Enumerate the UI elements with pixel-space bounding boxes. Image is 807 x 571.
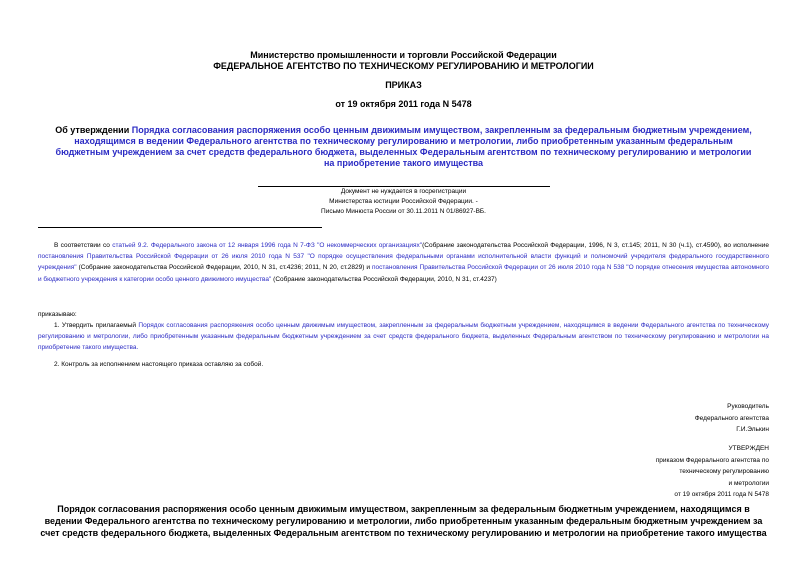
law-link[interactable]: статьей 9.2. Федерального закона от 12 января 1996 года N 7-ФЗ "О некоммерческих организациях" (112, 242, 423, 249)
document-date: от 19 октября 2011 года N 5478 (335, 99, 472, 109)
resolution-538-link[interactable]: постановления Правительства Российской Федерации от 26 июля 2010 года N 538 "О порядке отнесения имущества автономного и бюджетного учреждения к категории особо ценного движимого имущества" (38, 264, 770, 283)
signature-block (695, 401, 769, 436)
preamble-text-1: В соответствии со (54, 242, 110, 249)
agency-name: ФЕДЕРАЛЬНОЕ АГЕНТСТВО ПО ТЕХНИЧЕСКОМУ РЕГУЛИРОВАНИЮ И МЕТРОЛОГИИ (213, 61, 594, 71)
signer-role: Руководитель (727, 403, 769, 410)
preamble-text-2: (Собрание законодательства Российской Федерации, 1996, N 3, ст.145; 2011, N 30 (ч.1), ст.4590), во исполнение (422, 242, 769, 249)
registration-note-3: Письмо Минюста России от 30.11.2011 N 01/86927-ВБ. (321, 208, 486, 215)
document-type: ПРИКАЗ (385, 80, 422, 90)
title-link[interactable]: Порядка согласования распоряжения особо ценным движимым имуществом, закрепленным за федеральным бюджетным учреждением, находящимся в ведении Федерального агентства по техническому регулированию и метрологии, либо приобретенным указанным федеральным бюджетным учреждением за счет средств федерального бюджета, выделенных Федеральным агентством по техническому регулированию и метрологии на приобретение такого имущества (55, 125, 752, 168)
title-prefix: Об утверждении (55, 125, 130, 135)
approval-word: УТВЕРЖДЕН (728, 445, 769, 452)
preamble-text-4: (Собрание законодательства Российской Федерации, 2010, N 31, ст.4237) (271, 275, 497, 283)
order-word: приказываю: (38, 311, 77, 318)
approval-line-3: и метрологии (728, 479, 769, 487)
preamble-text-3: (Собрание законодательства Российской Федерации, 2010, N 31, ст.4236; 2011, N 20, ст.2829) и (76, 264, 371, 272)
registration-note-2: Министерства юстиции Российской Федерации. - (329, 198, 478, 205)
signer-name: Г.И.Элькин (736, 426, 769, 433)
procedure-title: Порядок согласования распоряжения особо ценным движимым имуществом, закрепленным за федеральным бюджетным учреждением, находящимся в ведении Федерального агентства по техническому регулированию и метрологии, либо приобретенным указанным федеральным бюджетным учреждением за счет средств федерального бюджета, выделенных Федеральным агентством по техническому регулированию и метрологии на приобретение такого имущества (40, 504, 767, 538)
ministry-name: Министерство промышленности и торговли Российской Федерации (250, 50, 557, 60)
procedure-link[interactable]: Порядок согласования распоряжения особо ценным движимым имуществом, закрепленным за федеральным бюджетным учреждением, находящимся в ведении Федерального агентства по техническому регулированию и метрологии, либо приобретенным указанным федеральным бюджетным учреждением за счет средств федерального бюджета, выделенных Федеральным агентством по техническому регулированию и метрологии на приобретение такого имущества. (38, 322, 769, 352)
signer-org: Федерального агентства (694, 414, 769, 422)
approval-line-1: приказом Федерального агентства по (655, 456, 769, 464)
approval-line-2: техническому регулированию (679, 468, 769, 475)
section-divider (38, 227, 322, 228)
approval-block (656, 443, 769, 501)
item-1-text: 1. Утвердить прилагаемый (54, 322, 136, 329)
preamble-paragraph (38, 240, 769, 285)
registration-note-1: Документ не нуждается в госрегистрации (340, 188, 467, 195)
document-title (50, 125, 757, 169)
approval-line-4: от 19 октября 2011 года N 5478 (674, 491, 769, 498)
item-2-paragraph: 2. Контроль за исполнением настоящего приказа оставляю за собой. (54, 361, 264, 368)
item-1-paragraph (38, 320, 769, 354)
resolution-537-link[interactable]: постановления Правительства Российской Федерации от 26 июля 2010 года N 537 "О порядке осуществления федеральными органами исполнительной власти функций и полномочий учредителя федерального государственного учреждения" (38, 253, 769, 272)
